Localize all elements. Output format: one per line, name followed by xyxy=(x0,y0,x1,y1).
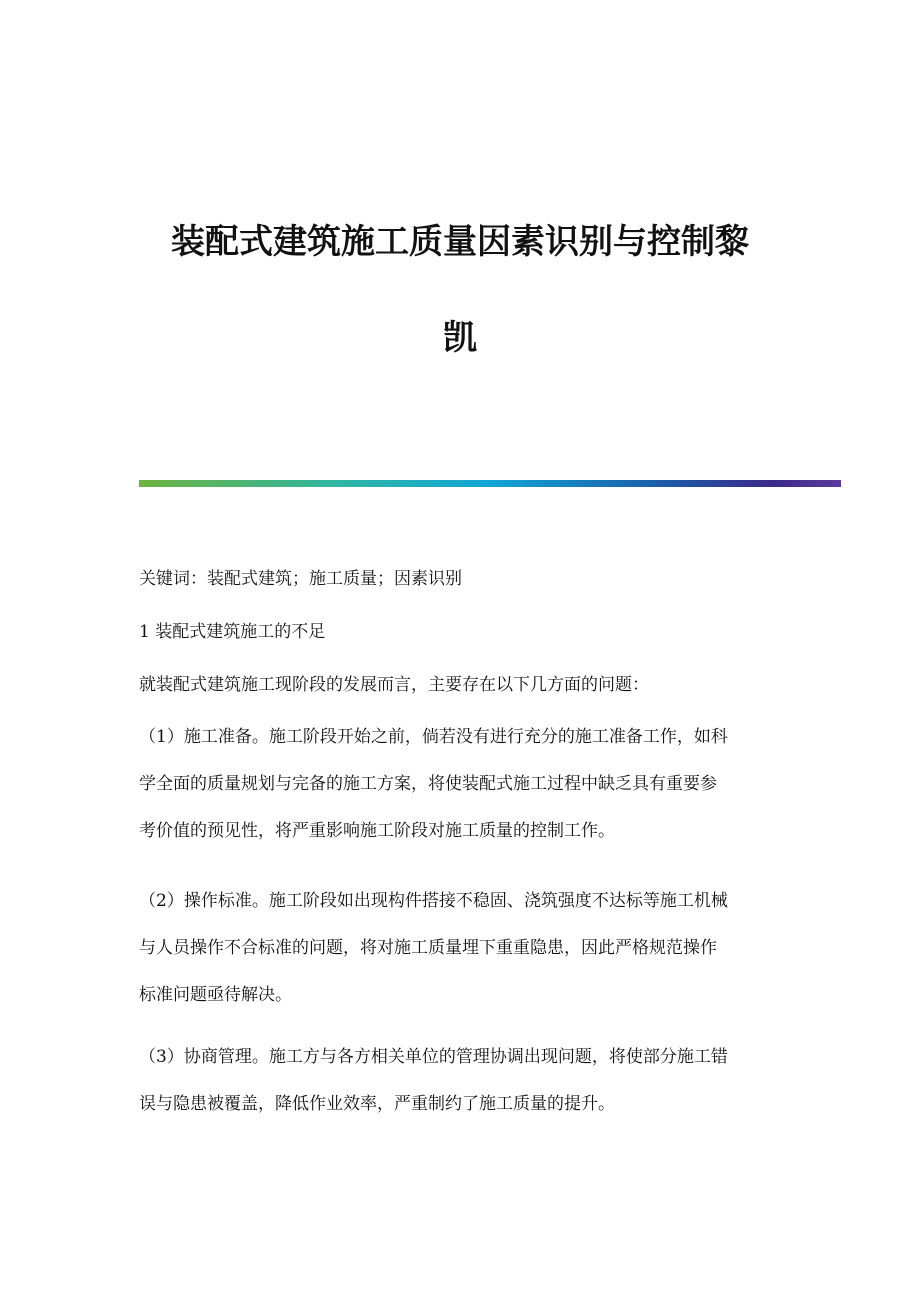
list-item-1 xyxy=(139,714,839,855)
paragraph-line: （3）协商管理。施工方与各方相关单位的管理协调出现问题，将使部分施工错 xyxy=(139,1047,728,1067)
document-title-line-2: 凯 xyxy=(443,318,477,358)
paragraph-line: 与人员操作不合标准的问题，将对施工质量埋下重重隐患，因此严格规范操作 xyxy=(139,938,717,958)
paragraph-line: （1）施工准备。施工阶段开始之前，倘若没有进行充分的施工准备工作，如科 xyxy=(139,727,728,747)
paragraph-line: 误与隐患被覆盖，降低作业效率，严重制约了施工质量的提升。 xyxy=(139,1094,615,1114)
paragraph-line: 标准问题亟待解决。 xyxy=(139,985,292,1005)
list-item-3 xyxy=(139,1034,839,1128)
keywords-line: 关键词：装配式建筑；施工质量；因素识别 xyxy=(139,569,462,589)
list-item-2 xyxy=(139,878,839,1019)
section-heading: 1 装配式建筑施工的不足 xyxy=(139,622,326,642)
paragraph-line: 学全面的质量规划与完备的施工方案，将使装配式施工过程中缺乏具有重要参 xyxy=(139,774,717,794)
document-title-line-1: 装配式建筑施工质量因素识别与控制黎 xyxy=(171,222,749,262)
gradient-divider xyxy=(139,480,841,487)
intro-paragraph: 就装配式建筑施工现阶段的发展而言，主要存在以下几方面的问题： xyxy=(139,675,649,695)
paragraph-line: 考价值的预见性，将严重影响施工阶段对施工质量的控制工作。 xyxy=(139,821,615,841)
paragraph-line: （2）操作标准。施工阶段如出现构件搭接不稳固、浇筑强度不达标等施工机械 xyxy=(139,891,728,911)
